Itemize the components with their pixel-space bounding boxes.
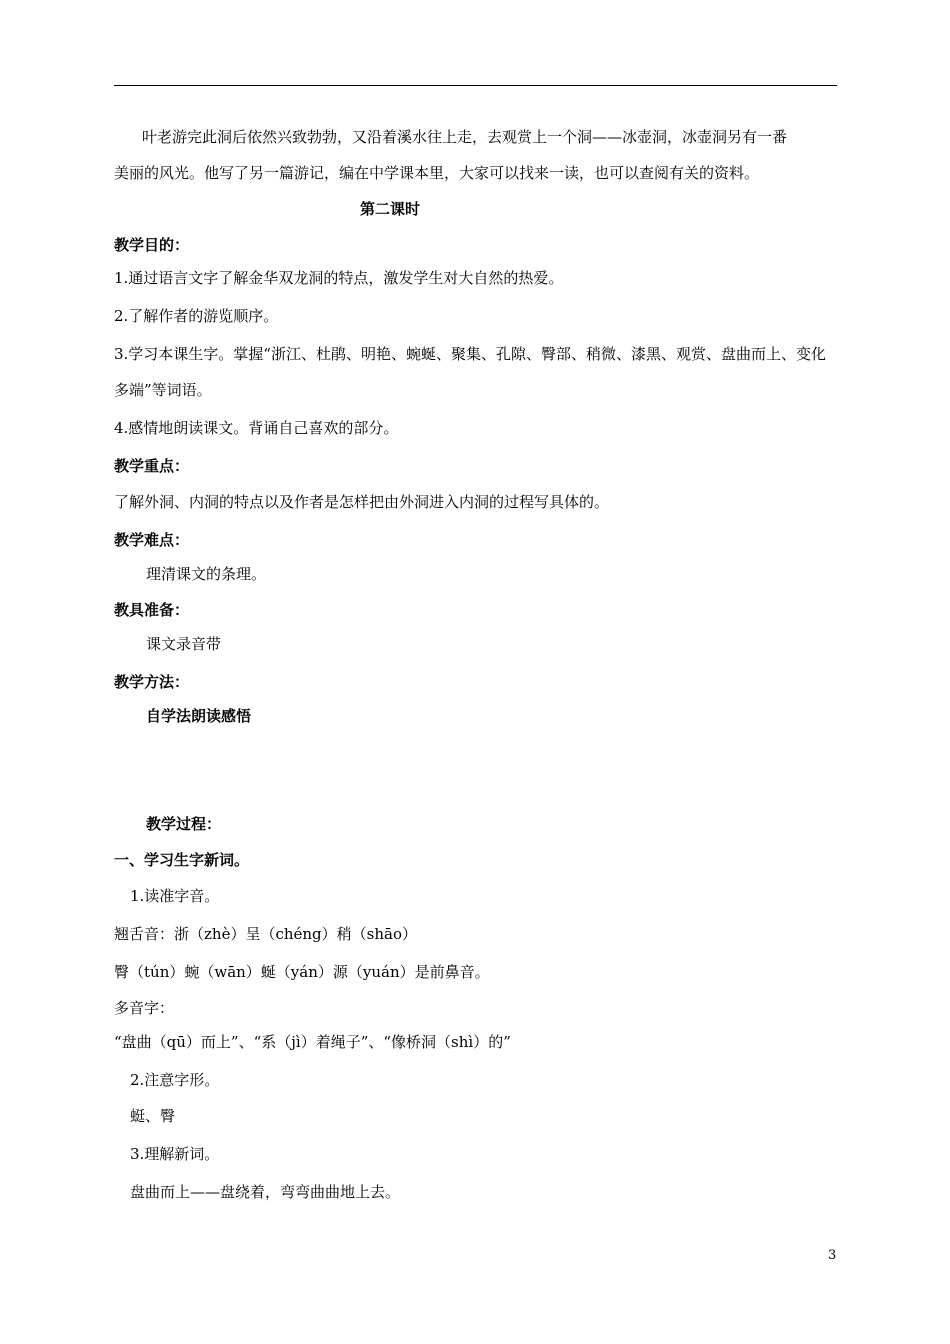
step-3: 3.理解新词。 (130, 1145, 220, 1163)
polyphone-label: 多音字： (114, 999, 175, 1017)
polyphone-examples: “盘曲（qū）而上”、“系（jì）着绳子”、“像桥洞（shì）的” (114, 1033, 511, 1051)
nasal-line: 臀（tún）蜿（wān）蜒（yán）源（yuán）是前鼻音。 (114, 963, 490, 981)
page-number: 3 (828, 1248, 837, 1263)
objective-item: 2.了解作者的游览顺序。 (114, 307, 279, 325)
methods-text: 自学法朗读感悟 (146, 707, 252, 725)
key-points-heading: 教学重点： (114, 457, 190, 475)
intro-line-2: 美丽的风光。他写了另一篇游记，编在中学课本里，大家可以找来一读，也可以查阅有关的资料。 (114, 164, 760, 182)
difficulties-text: 理清课文的条理。 (146, 565, 267, 583)
objective-item-continued: 多端”等词语。 (114, 381, 212, 399)
objective-item: 4.感情地朗读课文。背诵自己喜欢的部分。 (114, 419, 399, 437)
section-heading: 一、学习生字新词。 (114, 851, 250, 869)
materials-heading: 教具准备： (114, 601, 190, 619)
step-2: 2.注意字形。 (130, 1071, 220, 1089)
step-1: 1.读准字音。 (130, 887, 220, 905)
objective-item: 1.通过语言文字了解金华双龙洞的特点，激发学生对大自然的热爱。 (114, 269, 564, 287)
objective-item: 3.学习本课生字。掌握“浙江、杜鹃、明艳、蜿蜒、聚集、孔隙、臀部、稍微、漆黑、观赏、盘曲而上、变化 (114, 345, 826, 363)
lesson-title: 第二课时 (360, 200, 421, 218)
glyph-examples: 蜓、臀 (130, 1107, 176, 1125)
retroflex-line: 翘舌音：浙（zhè）呈（chéng）稍（shāo） (114, 925, 417, 943)
key-points-text: 了解外洞、内洞的特点以及作者是怎样把由外洞进入内洞的过程写具体的。 (114, 493, 610, 511)
header-rule (114, 85, 837, 86)
process-heading: 教学过程： (146, 815, 222, 833)
difficulties-heading: 教学难点： (114, 531, 190, 549)
materials-text: 课文录音带 (146, 635, 222, 653)
objectives-heading: 教学目的： (114, 236, 190, 254)
word-definition: 盘曲而上——盘绕着，弯弯曲曲地上去。 (130, 1183, 401, 1201)
intro-line-1: 叶老游完此洞后依然兴致勃勃，又沿着溪水往上走，去观赏上一个洞——冰壶洞，冰壶洞另有一番 (142, 128, 788, 146)
methods-heading: 教学方法： (114, 673, 190, 691)
